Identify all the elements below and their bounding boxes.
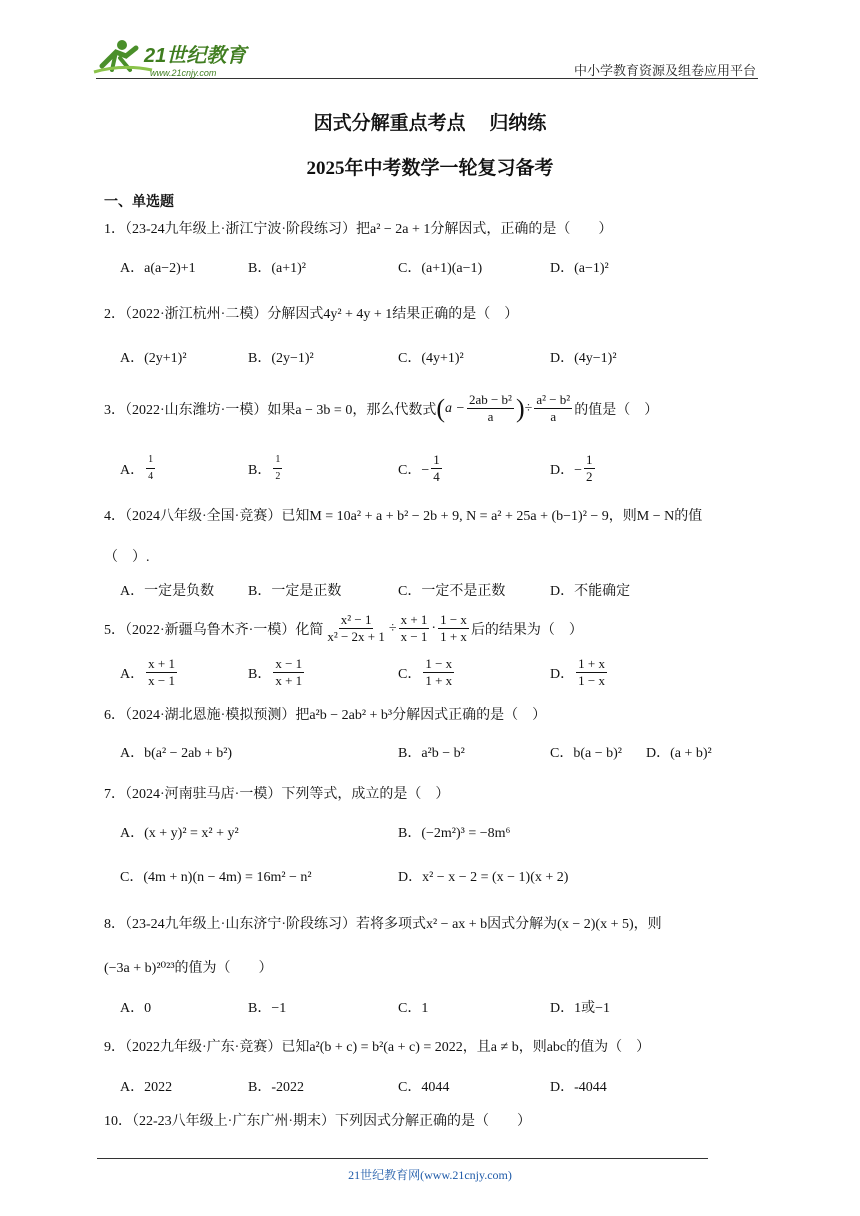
q6-option-d[interactable]: D．(a + b)² <box>646 746 712 761</box>
q2-option-b[interactable]: B．(2y−1)² <box>248 351 314 366</box>
question-8-stem-cont: (−3a + b)²⁰²³的值为（ ） <box>104 961 273 976</box>
q4-option-a[interactable]: A．一定是负数 <box>120 584 215 599</box>
q3-fraction-1: $\frac{\text{2ab − b²}}{a}$ <box>468 392 512 424</box>
question-6-stem: 6．（2024·湖北恩施·模拟预测）把a²b − 2ab² + b³分解因式正确的是（ ） <box>104 708 547 723</box>
q6-option-a[interactable]: A．b(a² − 2ab + b²) <box>120 746 233 761</box>
footer-divider <box>97 1158 708 1159</box>
q9-option-b[interactable]: B．-2022 <box>248 1080 304 1095</box>
q3-stem-after: 的值是（ ） <box>574 402 659 418</box>
question-3-stem <box>104 392 658 425</box>
q4-option-b[interactable]: B．一定是正数 <box>248 584 342 599</box>
q5-fraction-3: $\frac{1 - x}{1 + x}$ <box>440 612 467 644</box>
q3-option-a[interactable]: A． $\frac{1}{4}$ <box>120 454 154 482</box>
q3-paren-close: ) <box>515 393 525 423</box>
q5-fraction-1: $\frac{\text{x² − 1}}{\text{x² − 2x + 1}}$ <box>327 612 385 644</box>
q3-option-d[interactable]: D．− $\frac{1}{2}$ <box>550 452 593 484</box>
question-8-stem: 8．（23-24九年级上·山东济宁·阶段练习）若将多项式x² − ax + b因式分解为(x − 2)(x + 5)，则 <box>104 917 662 932</box>
q9-option-c[interactable]: C．4044 <box>398 1080 450 1095</box>
q1-option-c[interactable]: C．(a+1)(a−1) <box>398 261 483 276</box>
q4-option-d[interactable]: D．不能确定 <box>550 584 631 599</box>
footer-link[interactable]: 21世纪教育网(www.21cnjy.com) <box>348 1168 512 1182</box>
q3-divide: ÷ <box>524 400 533 416</box>
q2-option-c[interactable]: C．(4y+1)² <box>398 351 464 366</box>
logo-text: 21世纪教育 <box>144 45 247 67</box>
q4-option-c[interactable]: C．一定不是正数 <box>398 584 506 599</box>
q1-option-b[interactable]: B．(a+1)² <box>248 261 306 276</box>
q2-option-d[interactable]: D．(4y−1)² <box>550 351 617 366</box>
q9-option-d[interactable]: D．-4044 <box>550 1080 607 1095</box>
q3-option-b[interactable]: B． $\frac{1}{2}$ <box>248 454 281 482</box>
section-heading: 一、单选题 <box>104 195 174 210</box>
question-2-stem: 2．（2022·浙江杭州·二模）分解因式4y² + 4y + 1结果正确的是（ ） <box>104 307 519 322</box>
q7-option-b[interactable]: B．(−2m²)³ = −8m⁶ <box>398 826 511 841</box>
q5-option-d[interactable]: D． $\frac{1 + x}{1 - x}$ <box>550 656 605 688</box>
q8-option-a[interactable]: A．0 <box>120 1001 152 1016</box>
q5-option-a[interactable]: A． $\frac{x + 1}{x - 1}$ <box>120 656 175 688</box>
q3-option-c[interactable]: C．− $\frac{1}{4}$ <box>398 452 440 484</box>
question-10-stem: 10．（22-23八年级上·广东广州·期末）下列因式分解正确的是（ ） <box>104 1114 531 1129</box>
site-logo <box>92 36 262 80</box>
question-4-stem-cont: （ ）. <box>104 550 150 565</box>
q8-option-b[interactable]: B．−1 <box>248 1001 287 1016</box>
q5-option-c[interactable]: C． $\frac{1 - x}{1 + x}$ <box>398 656 453 688</box>
q7-option-c[interactable]: C．(4m + n)(n − 4m) = 16m² − n² <box>120 870 312 885</box>
q3-stem-before: 3．（2022·山东潍坊·一模）如果a − 3b = 0，那么代数式 <box>104 402 437 418</box>
q8-option-d[interactable]: D．1或−1 <box>550 1001 611 1016</box>
header-divider <box>96 78 758 79</box>
question-7-stem: 7．（2024·河南驻马店·一模）下列等式，成立的是（ ） <box>104 787 450 802</box>
doc-subtitle: 2025年中考数学一轮复习备考 <box>306 158 554 179</box>
q3-fraction-2: $\frac{\text{a² − b²}}{a}$ <box>536 392 571 424</box>
question-1-stem: 1．（23-24九年级上·浙江宁波·阶段练习）把a² − 2a + 1分解因式，正确的是（ ） <box>104 222 613 237</box>
doc-title: 因式分解重点考点 归纳练 <box>313 113 547 134</box>
q1-option-d[interactable]: D．(a−1)² <box>550 261 609 276</box>
q3-a: a − <box>445 400 465 416</box>
q7-option-a[interactable]: A．(x + y)² = x² + y² <box>120 826 239 841</box>
q8-option-c[interactable]: C．1 <box>398 1001 429 1016</box>
q1-option-a[interactable]: A．a(a−2)+1 <box>120 261 196 276</box>
question-5-stem: 5．（2022·新疆乌鲁木齐·一模）化简 $\frac{\text{x² − 1}}{\text{x² − 2x + 1}}$ ÷ $\frac{x + 1}{x - 1}$ · $\frac{1 - x}{1 + x}$ 后的结果为（ ） <box>104 612 583 644</box>
q7-option-d[interactable]: D．x² − x − 2 = (x − 1)(x + 2) <box>398 870 569 885</box>
q5-option-b[interactable]: B． $\frac{x - 1}{x + 1}$ <box>248 656 303 688</box>
q6-option-c[interactable]: C．b(a − b)² <box>550 746 622 761</box>
platform-name: 中小学教育资源及组卷应用平台 <box>573 63 756 78</box>
logo-url: www.21cnjy.com <box>150 68 217 78</box>
question-9-stem: 9．（2022九年级·广东·竞赛）已知a²(b + c) = b²(a + c) = 2022，且a ≠ b，则abc的值为（ ） <box>104 1040 651 1055</box>
q5-fraction-2: $\frac{x + 1}{x - 1}$ <box>400 612 428 644</box>
q3-paren-open: ( <box>436 393 445 423</box>
q6-option-b[interactable]: B．a²b − b² <box>398 746 465 761</box>
question-4-stem: 4．（2024八年级·全国·竞赛）已知M = 10a² + a + b² − 2b + 9, N = a² + 25a + (b−1)² − 9，则M − N的值 <box>104 509 703 524</box>
q2-option-a[interactable]: A．(2y+1)² <box>120 351 187 366</box>
q9-option-a[interactable]: A．2022 <box>120 1080 173 1095</box>
